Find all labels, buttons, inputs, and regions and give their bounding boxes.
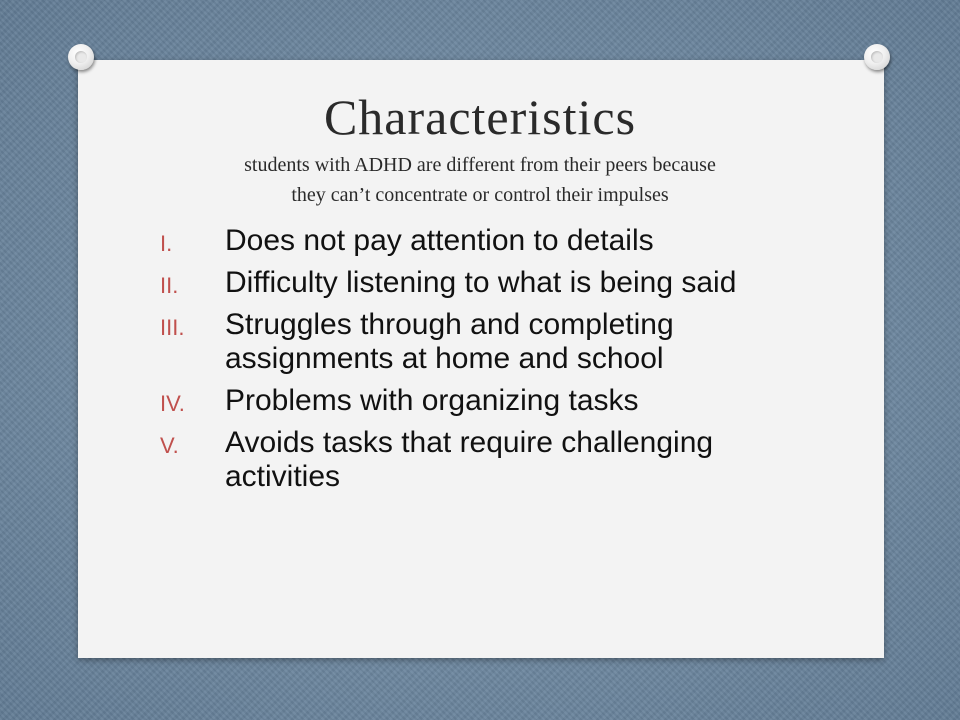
slide-subtitle xyxy=(120,150,840,210)
bullet-numeral: III. xyxy=(160,315,185,340)
bullet-text: Does not pay attention to details xyxy=(225,224,654,257)
bullet-text: Avoids tasks that require challenging activities xyxy=(225,426,714,493)
pushpin-icon xyxy=(864,44,890,70)
bullet-text: Struggles through and completing assignments at home and school xyxy=(225,308,674,375)
bullet-numeral: II. xyxy=(160,273,179,298)
bullet-item xyxy=(160,308,800,376)
bullet-item xyxy=(160,266,800,300)
pushpin-icon xyxy=(68,44,94,70)
subtitle-line-2: they can’t concentrate or control their impulses xyxy=(291,184,669,206)
bullet-text: Difficulty listening to what is being said xyxy=(225,266,737,299)
slide-title: Characteristics xyxy=(323,89,637,145)
bullet-item xyxy=(160,384,800,418)
bullet-numeral: IV. xyxy=(160,391,185,416)
bullet-list xyxy=(160,224,800,502)
bullet-numeral: I. xyxy=(160,231,173,256)
subtitle-line-1: students with ADHD are different from their peers because xyxy=(244,154,716,176)
bullet-text: Problems with organizing tasks xyxy=(225,384,639,417)
bullet-item xyxy=(160,224,800,258)
bullet-numeral: V. xyxy=(160,433,179,458)
bullet-item xyxy=(160,426,800,494)
